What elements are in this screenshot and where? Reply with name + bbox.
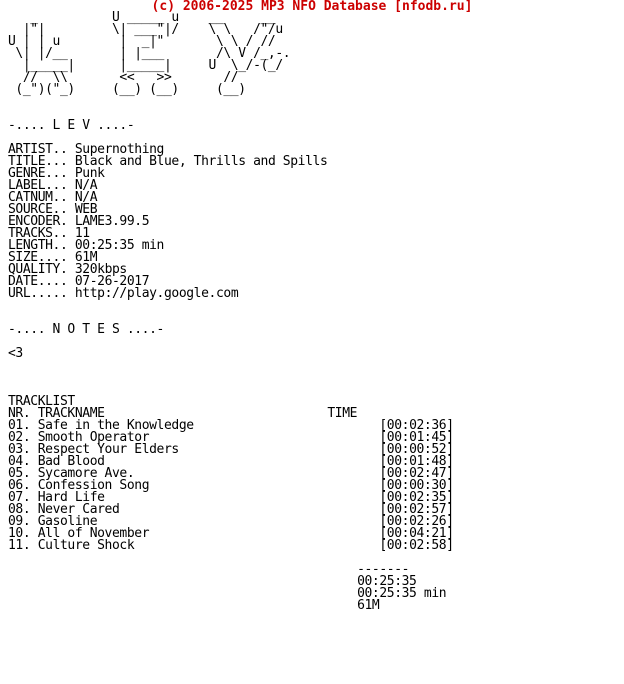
info-key-artist: ARTIST.. [8,142,68,157]
track-nr: 01. [8,418,31,433]
track-time: [00:02:47] [379,466,454,481]
track-time: [00:00:52] [379,442,454,457]
info-value-genre: Punk [74,166,105,181]
logo-line: // \\ << >> // [8,70,239,85]
info-value-label: N/A [74,178,98,193]
track-nr: 04. [8,454,31,469]
info-key-length: LENGTH.. [8,238,68,253]
info-value-quality: 320kbps [74,262,127,277]
info-key-label: LABEL... [8,178,68,193]
track-time: [00:04:21] [379,526,454,541]
info-value-catnum: N/A [74,190,98,205]
track-name: Sycamore Ave. [37,466,135,481]
info-key-source: SOURCE.. [8,202,68,217]
info-value-size: 61M [74,250,98,265]
info-key-size: SIZE.... [8,250,68,265]
track-name: Respect Your Elders [37,442,179,457]
track-time: [00:02:57] [379,502,454,517]
track-time: [00:02:26] [379,514,454,529]
info-value-length: 00:25:35 min [74,238,164,253]
info-key-catnum: CATNUM.. [8,190,68,205]
col-header-time: TIME [327,406,358,421]
total-time: 00:25:35 [357,574,417,589]
track-time: [00:02:36] [379,418,454,433]
info-value-date: 07-26-2017 [74,274,150,289]
logo-line: U | | u | _|" \ \ / // [8,34,276,49]
track-name: All of November [37,526,150,541]
col-header-nr: NR. [8,406,31,421]
logo-line: |"| \| ___"|/ \ \ /"/u [8,22,283,37]
track-nr: 08. [8,502,31,517]
info-key-genre: GENRE... [8,166,68,181]
nfo-document [8,12,454,612]
total-length: 00:25:35 min [357,586,447,601]
track-time: [00:01:45] [379,430,454,445]
track-nr: 03. [8,442,31,457]
info-key-date: DATE.... [8,274,68,289]
tracklist-title: TRACKLIST [8,394,75,409]
track-name: Hard Life [37,490,105,505]
info-key-quality: QUALITY. [8,262,68,277]
nfodb-banner: (c) 2006-2025 MP3 NFO Database [nfodb.ru] [151,0,473,14]
track-nr: 10. [8,526,31,541]
track-time: [00:00:30] [379,478,454,493]
logo-line: |_____| |_____| U \_/-(_/ [8,58,283,73]
logo-line: (_")("_) (__) (__) (__) [8,82,246,97]
logo-line: \| |/__ | |___ /\ V /_,-. [8,46,291,61]
track-time: [00:01:48] [379,454,454,469]
track-nr: 05. [8,466,31,481]
track-name: Culture Shock [37,538,135,553]
info-value-title: Black and Blue, Thrills and Spills [74,154,328,169]
col-header-trackname: TRACKNAME [37,406,105,421]
info-key-url: URL..... [8,286,68,301]
track-time: [00:02:35] [379,490,454,505]
info-value-artist: Supernothing [74,142,164,157]
info-key-title: TITLE... [8,154,68,169]
track-name: Gasoline [37,514,98,529]
ascii-logo [8,10,290,97]
info-value-url: http://play.google.com [74,286,239,301]
track-nr: 06. [8,478,31,493]
info-key-tracks: TRACKS.. [8,226,68,241]
track-name: Smooth Operator [37,430,150,445]
info-key-encoder: ENCODER. [8,214,68,229]
track-nr: 11. [8,538,31,553]
info-value-encoder: LAME3.99.5 [74,214,150,229]
track-name: Never Cared [37,502,120,517]
section-header-notes: -.... N O T E S ....- [8,322,164,337]
logo-line: _ U _____ u __ __ [8,10,276,25]
info-value-tracks: 11 [74,226,90,241]
track-name: Confession Song [37,478,150,493]
track-time: [00:02:58] [379,538,454,553]
info-value-source: WEB [74,202,98,217]
track-nr: 02. [8,430,31,445]
track-name: Bad Blood [37,454,105,469]
track-name: Safe in the Knowledge [37,418,194,433]
track-nr: 09. [8,514,31,529]
totals-divider: ------- [357,562,410,577]
total-size: 61M [357,598,380,613]
track-nr: 07. [8,490,31,505]
section-header-lev: -.... L E V ....- [8,118,135,133]
notes-text: <3 [8,346,23,361]
